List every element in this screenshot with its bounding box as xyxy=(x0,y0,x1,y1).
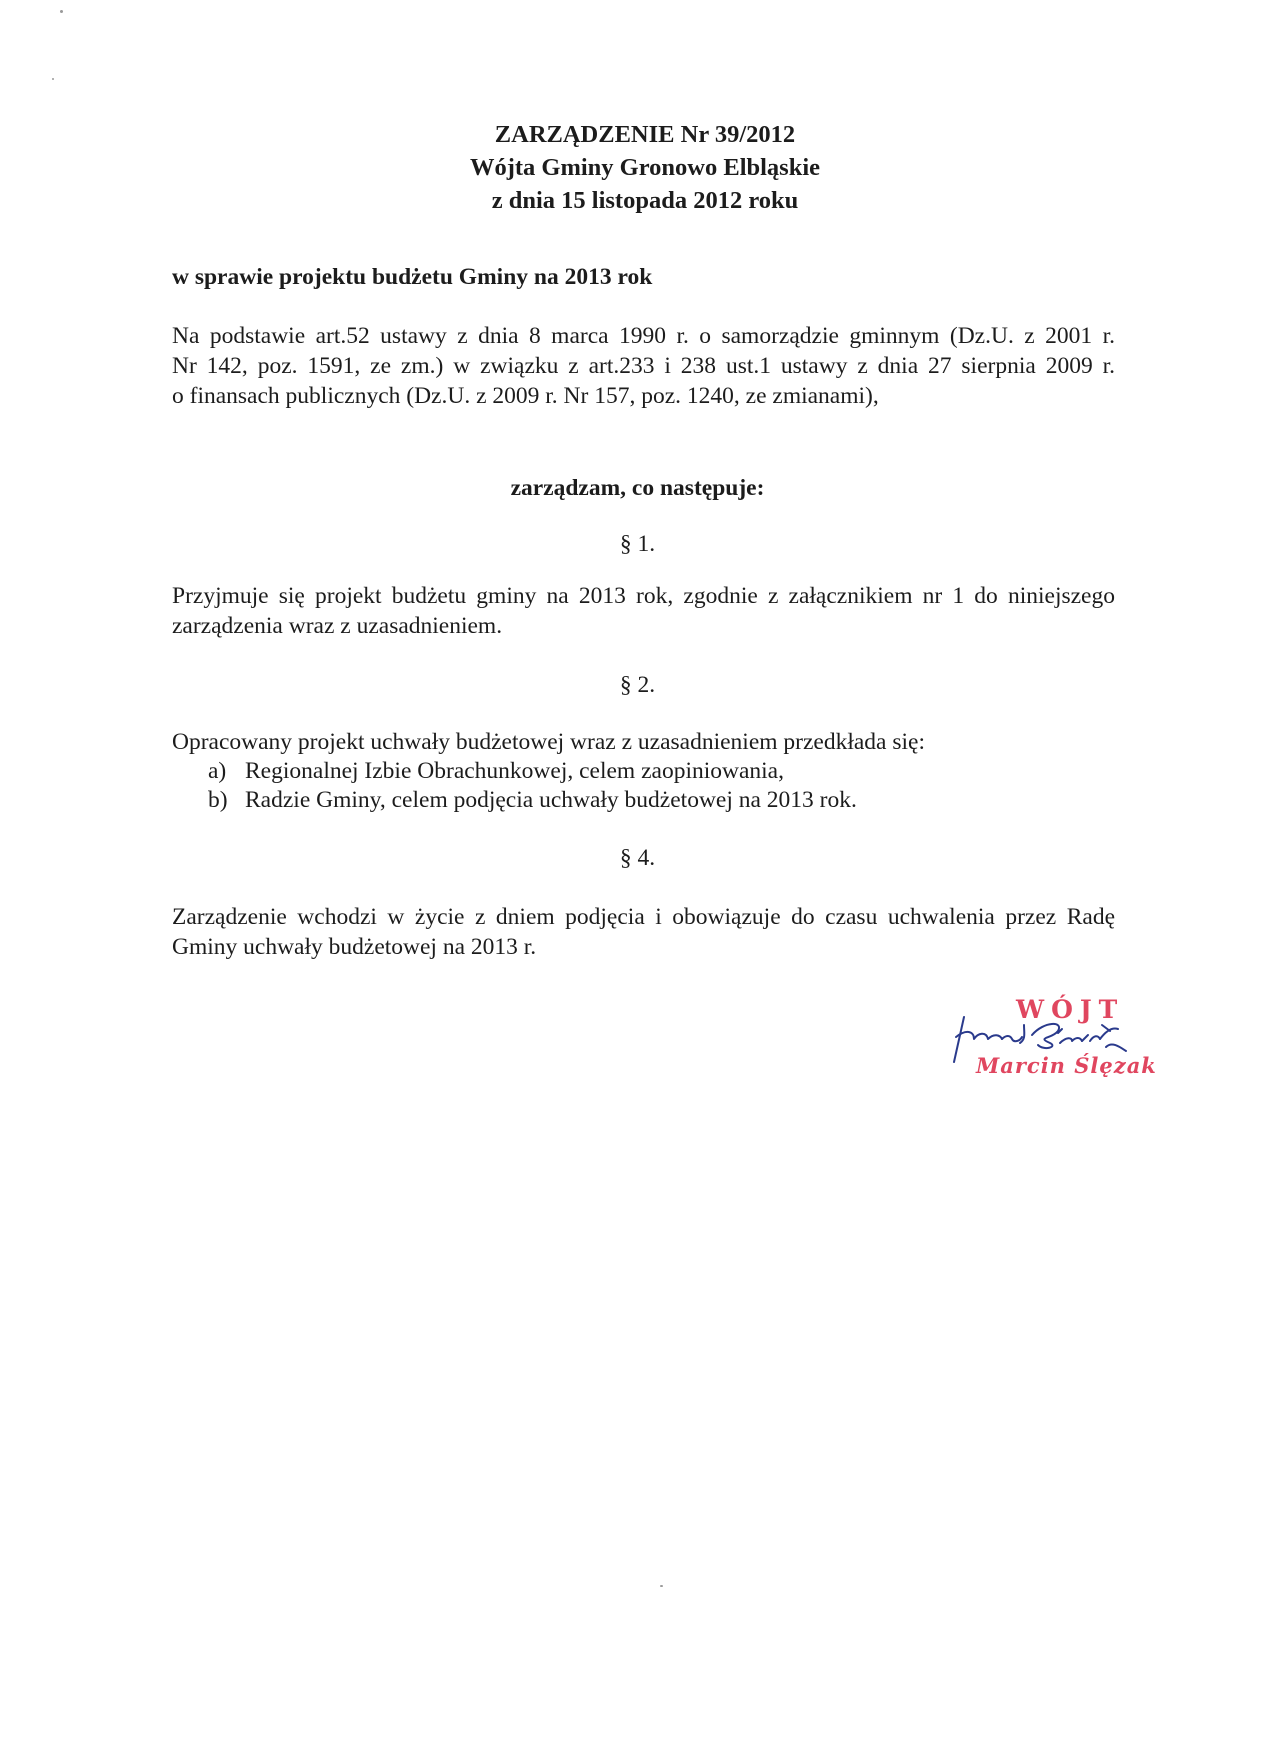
stamp-name: Marcin Ślęzak xyxy=(976,1053,1157,1078)
recipient-list xyxy=(208,757,857,815)
paragraph-line: Gminy uchwały budżetowej na 2013 r. xyxy=(172,934,537,960)
scan-speck xyxy=(52,78,54,80)
section-heading-2: § 2. xyxy=(619,672,656,698)
list-marker: a) xyxy=(208,758,227,784)
list-item-text: Regionalnej Izbie Obrachunkowej, celem zaopiniowania, xyxy=(245,758,784,784)
paragraph-line: zarządzenia wraz z uzasadnieniem. xyxy=(172,613,503,639)
document-title: ZARZĄDZENIE Nr 39/2012 xyxy=(494,121,796,148)
list-item xyxy=(208,786,857,815)
scan-speck xyxy=(660,1585,663,1587)
document-subject: w sprawie projektu budżetu Gminy na 2013 rok xyxy=(172,264,653,290)
stamp-title: WÓJT xyxy=(1016,995,1125,1024)
list-item xyxy=(208,757,857,786)
scan-speck xyxy=(60,10,63,13)
issuer-line: Wójta Gminy Gronowo Elbląskie xyxy=(469,154,821,181)
document-header xyxy=(0,118,1275,217)
paragraph-line: o finansach publicznych (Dz.U. z 2009 r. Nr 157, poz. 1240, ze zmianami), xyxy=(172,383,879,409)
preamble-paragraph xyxy=(172,321,1115,411)
paragraph-line: Na podstawie art.52 ustawy z dnia 8 marca 1990 r. o samorządzie gminnym (Dz.U. z 2001 r. xyxy=(172,323,1115,349)
decree-heading: zarządzam, co następuje: xyxy=(510,475,765,501)
section-heading-4: § 4. xyxy=(619,845,656,871)
paragraph-line: Nr 142, poz. 1591, ze zm.) w związku z art.233 i 238 ust.1 ustawy z dnia 27 sierpnia 2009 r. xyxy=(172,353,1115,379)
section-1-paragraph xyxy=(172,581,1115,641)
official-stamp xyxy=(940,995,1180,1095)
section-heading-1: § 1. xyxy=(619,531,656,557)
paragraph-line: Opracowany projekt uchwały budżetowej wraz z uzasadnieniem przedkłada się: xyxy=(172,729,925,755)
paragraph-line: Przyjmuje się projekt budżetu gminy na 2013 rok, zgodnie z załącznikiem nr 1 do niniejszego xyxy=(172,583,1115,609)
date-line: z dnia 15 listopada 2012 roku xyxy=(491,187,799,214)
list-marker: b) xyxy=(208,787,228,813)
section-2-paragraph xyxy=(172,727,925,757)
paragraph-line: Zarządzenie wchodzi w życie z dniem podjęcia i obowiązuje do czasu uchwalenia przez Radę xyxy=(172,904,1115,930)
list-item-text: Radzie Gminy, celem podjęcia uchwały budżetowej na 2013 rok. xyxy=(245,787,857,813)
section-4-paragraph xyxy=(172,902,1115,962)
